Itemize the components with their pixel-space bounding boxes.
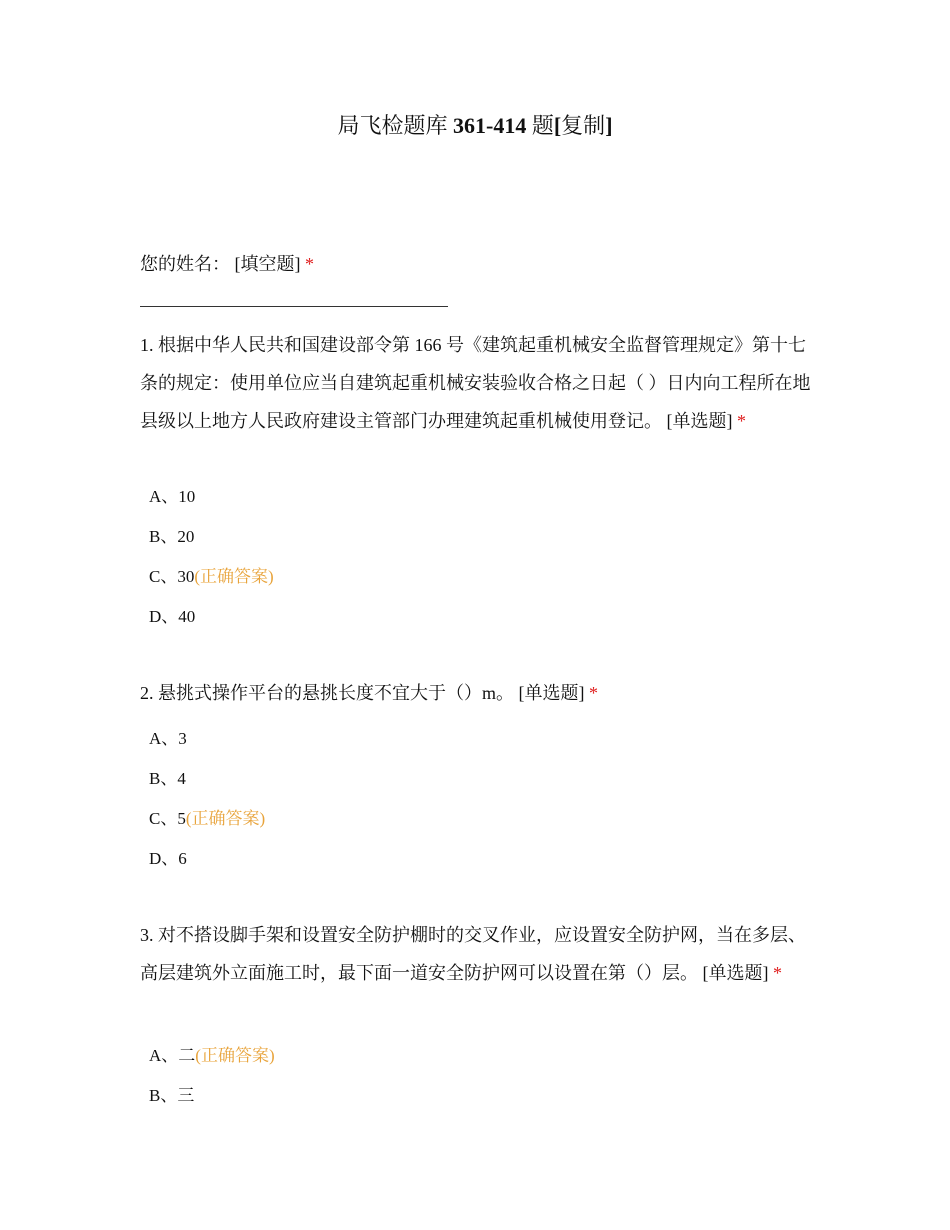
option-b[interactable]: B、20 <box>149 527 195 546</box>
title-bracket-open: [ <box>553 113 562 138</box>
question-3 <box>140 916 812 992</box>
name-question-type: [填空题] <box>234 254 301 274</box>
required-mark: * <box>737 411 746 431</box>
question-3-options <box>149 1036 749 1116</box>
question-3-text: 3. 对不搭设脚手架和设置安全防护棚时的交叉作业，应设置安全防护网，当在多层、高层建筑外立面施工时，最下面一道安全防护网可以设置在第（）层。 [单选题] <box>140 925 806 983</box>
name-label: 您的姓名： <box>140 254 230 274</box>
correct-answer-tag: (正确答案) <box>195 1046 275 1065</box>
question-1-text: 1. 根据中华人民共和国建设部令第 166 号《建筑起重机械安全监督管理规定》第十七条的规定：使用单位应当自建筑起重机械安装验收合格之日起（ ）日内向工程所在地县级以上地方人民政府建设主管部门办理建筑起重机械使用登记。 [单选题] <box>140 335 811 431</box>
title-prefix: 局飞检题库 <box>337 113 453 138</box>
question-1 <box>140 326 812 440</box>
required-mark: * <box>305 254 314 274</box>
question-2-options <box>149 719 749 879</box>
option-a[interactable]: A、10 <box>149 487 196 506</box>
correct-answer-tag: (正确答案) <box>194 567 274 586</box>
title-copy-label: 复制 <box>561 113 606 138</box>
option-b[interactable]: B、三 <box>149 1086 195 1105</box>
option-d[interactable]: D、6 <box>149 849 187 868</box>
name-question <box>140 245 812 283</box>
name-input-line[interactable] <box>140 306 448 307</box>
page-title <box>0 110 950 142</box>
title-range: 361-414 <box>453 113 532 138</box>
option-c[interactable]: C、30(正确答案) <box>149 567 274 586</box>
question-1-options <box>149 477 749 637</box>
title-bracket-close: ] <box>605 113 613 138</box>
title-suffix: 题 <box>531 113 554 138</box>
correct-answer-tag: (正确答案) <box>185 809 266 828</box>
question-2 <box>140 674 812 712</box>
required-mark: * <box>589 683 598 703</box>
question-2-text: 2. 悬挑式操作平台的悬挑长度不宜大于（）m。 [单选题] <box>140 683 585 703</box>
option-a[interactable]: A、二(正确答案) <box>149 1046 275 1065</box>
option-c[interactable]: C、5(正确答案) <box>149 809 266 828</box>
option-d[interactable]: D、40 <box>149 607 196 626</box>
required-mark: * <box>773 963 782 983</box>
option-b[interactable]: B、4 <box>149 769 186 788</box>
option-a[interactable]: A、3 <box>149 729 187 748</box>
